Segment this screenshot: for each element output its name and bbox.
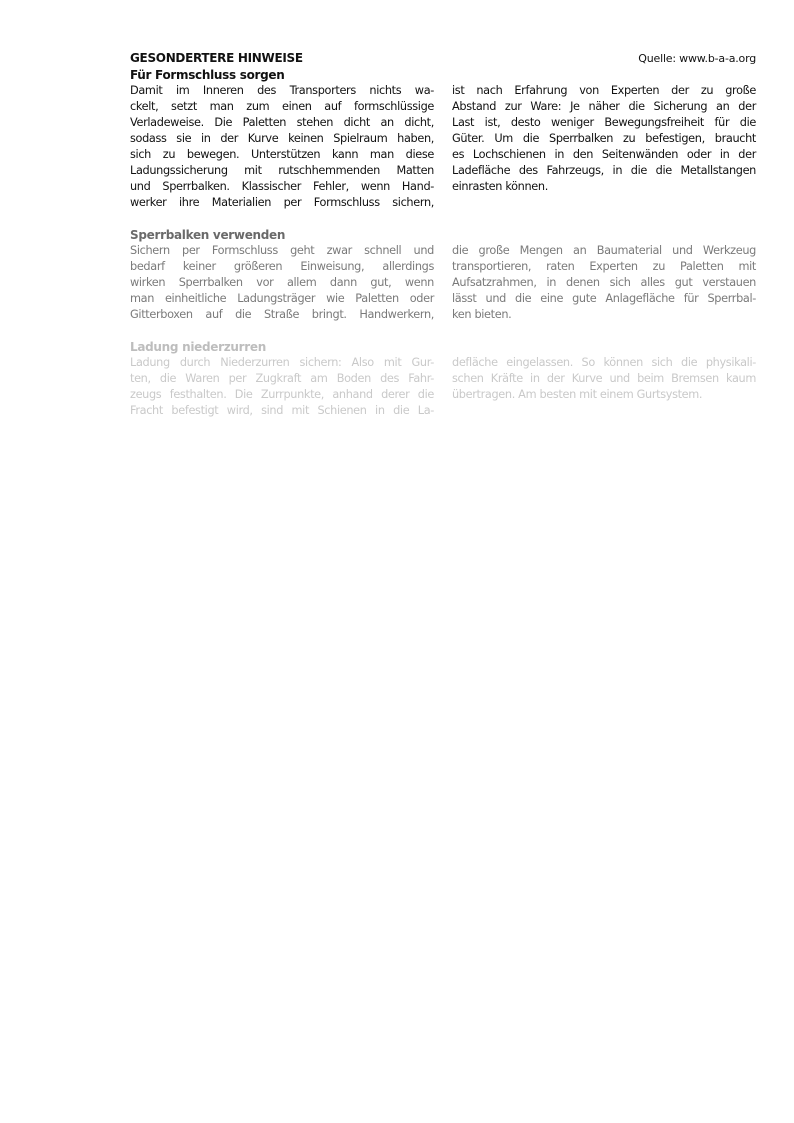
text-line: Ladungssicherung mit rutschhemmenden Matten bbox=[130, 164, 434, 177]
text-line: Ladefläche des Fahrzeugs, in die die Metallstangen bbox=[452, 164, 756, 177]
left-column bbox=[130, 355, 434, 419]
text-line: transportieren, raten Experten zu Paletten mit bbox=[452, 260, 756, 273]
section-heading: Für Formschluss sorgen bbox=[130, 68, 285, 82]
text-line: ken bieten. bbox=[452, 308, 512, 321]
left-column bbox=[130, 243, 434, 323]
text-line: bedarf keiner größeren Einweisung, allerdings bbox=[130, 260, 434, 273]
text-line: defläche eingelassen. So können sich die physikali- bbox=[452, 356, 756, 369]
text-line: zeugs festhalten. Die Zurrpunkte, anhand derer die bbox=[130, 388, 434, 401]
text-line: werker ihre Materialien per Formschluss sichern, bbox=[130, 196, 434, 209]
text-line: Last ist, desto weniger Bewegungsfreiheit für die bbox=[452, 116, 756, 129]
text-line: Fracht befestigt wird, sind mit Schienen in die La- bbox=[130, 404, 434, 417]
text-line: Verladeweise. Die Paletten stehen dicht an dicht, bbox=[130, 116, 434, 129]
text-line: lässt und die eine gute Anlagefläche für Sperrbal- bbox=[452, 292, 756, 305]
text-line: Ladung durch Niederzurren sichern: Also mit Gur- bbox=[130, 356, 434, 369]
text-line: ten, die Waren per Zugkraft am Boden des Fahr- bbox=[130, 372, 434, 385]
text-line: Abstand zur Ware: Je näher die Sicherung an der bbox=[452, 100, 756, 113]
text-line: Aufsatzrahmen, in denen sich alles gut verstauen bbox=[452, 276, 756, 289]
section-niederzurren bbox=[130, 339, 756, 485]
section-formschluss bbox=[130, 67, 756, 213]
text-line: Gitterboxen auf die Straße bringt. Handwerkern, bbox=[130, 308, 434, 321]
text-line: Damit im Inneren des Transporters nichts wa- bbox=[130, 84, 434, 97]
left-column bbox=[130, 83, 434, 211]
text-line: und Sperrbalken. Klassischer Fehler, wenn Hand- bbox=[130, 180, 434, 193]
right-column bbox=[452, 83, 756, 195]
text-line: sodass sie in der Kurve keinen Spielraum haben, bbox=[130, 132, 434, 145]
text-line: sich zu bewegen. Unterstützen kann man diese bbox=[130, 148, 434, 161]
document-title: GESONDERTERE HINWEISE bbox=[130, 51, 303, 65]
text-line: schen Kräfte in der Kurve und beim Bremsen kaum bbox=[452, 372, 756, 385]
right-column bbox=[452, 355, 756, 403]
section-heading: Ladung niederzurren bbox=[130, 340, 266, 354]
text-line: ckelt, setzt man zum einen auf formschlüssige bbox=[130, 100, 434, 113]
text-line: übertragen. Am besten mit einem Gurtsystem. bbox=[452, 388, 703, 401]
text-line: einrasten können. bbox=[452, 180, 548, 193]
text-line: es Lochschienen in den Seitenwänden oder in der bbox=[452, 148, 756, 161]
text-line: ist nach Erfahrung von Experten der zu große bbox=[452, 84, 756, 97]
section-heading: Sperrbalken verwenden bbox=[130, 228, 286, 242]
text-line: Güter. Um die Sperrbalken zu befestigen, braucht bbox=[452, 132, 756, 145]
text-line: man einheitliche Ladungsträger wie Paletten oder bbox=[130, 292, 434, 305]
source-note: Quelle: www.b-a-a.org bbox=[638, 52, 756, 65]
text-line: wirken Sperrbalken vor allem dann gut, wenn bbox=[130, 276, 434, 289]
text-line: Sichern per Formschluss geht zwar schnell und bbox=[130, 244, 434, 257]
right-column bbox=[452, 243, 756, 323]
text-line: die große Mengen an Baumaterial und Werkzeug bbox=[452, 244, 756, 257]
